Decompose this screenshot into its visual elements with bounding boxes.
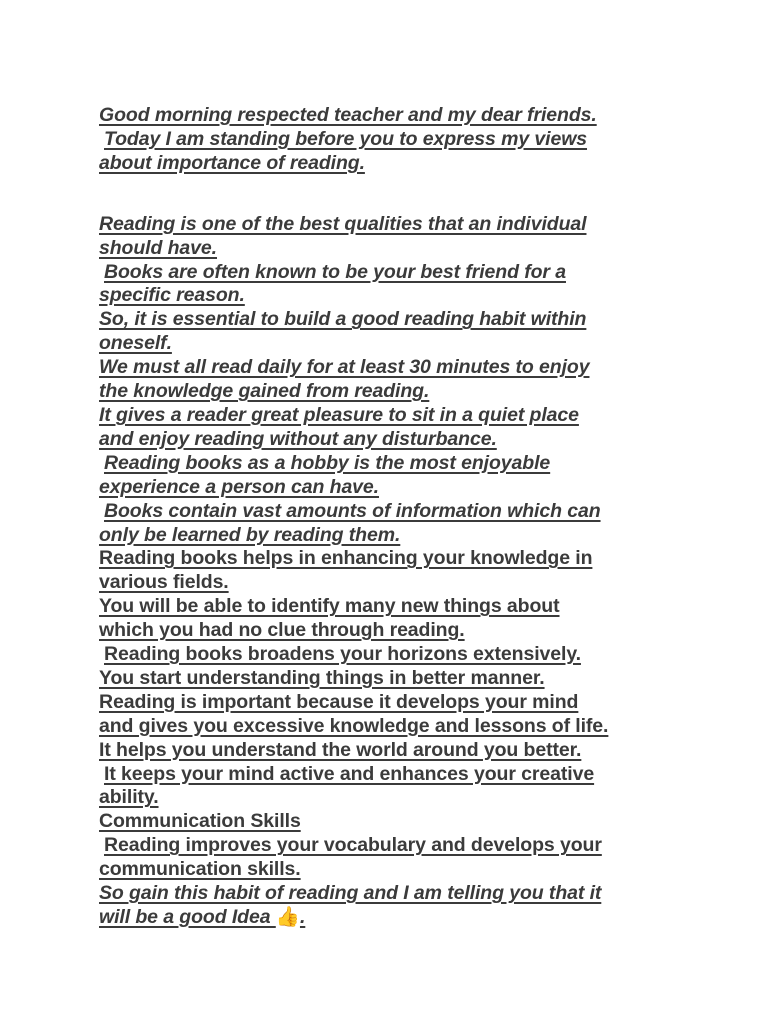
text-line: It helps you understand the world around you better. (99, 738, 582, 761)
text-line: about importance of reading. (99, 151, 365, 174)
closing-period: . (299, 906, 306, 928)
text-line: Communication Skills (99, 810, 301, 833)
text-line: only be learned by reading them. (99, 523, 401, 546)
body-paragraph (99, 213, 679, 906)
text-line: Reading books as a hobby is the most enjoyable (104, 451, 551, 474)
text-line: We must all read daily for at least 30 minutes to enjoy (99, 356, 590, 379)
text-line: various fields. (99, 571, 229, 594)
text-line: which you had no clue through reading. (99, 619, 465, 642)
text-line: Reading books broadens your horizons extensively. (104, 643, 581, 666)
text-line: So gain this habit of reading and I am telling you that it (99, 882, 602, 905)
text-line: You will be able to identify many new things about (99, 595, 560, 618)
speech-text (99, 104, 679, 930)
text-line: It gives a reader great pleasure to sit in a quiet place (99, 403, 579, 426)
text-line: Today I am standing before you to express my views (104, 127, 588, 150)
text-line: ability. (99, 786, 159, 809)
text-line: communication skills. (99, 858, 301, 881)
text-line: Books contain vast amounts of information which can (104, 499, 601, 522)
text-line: Good morning respected teacher and my dear friends. (99, 104, 597, 126)
closing-text: will be a good Idea (99, 906, 276, 928)
text-line: So, it is essential to build a good reading habit within (99, 308, 587, 331)
text-line: Reading improves your vocabulary and develops your (104, 834, 602, 857)
text-line: oneself. (99, 332, 172, 355)
text-line: Reading books helps in enhancing your knowledge in (99, 547, 593, 570)
text-line: Reading is important because it develops your mind (99, 690, 579, 713)
text-line: and gives you excessive knowledge and lessons of life. (99, 714, 609, 737)
text-line: It keeps your mind active and enhances your creative (104, 762, 595, 785)
paragraph-gap (99, 176, 679, 213)
thumbs-up-icon: 👍 (275, 906, 300, 928)
text-line: Reading is one of the best qualities that an individual (99, 212, 587, 235)
text-line: specific reason. (99, 284, 245, 307)
text-line: experience a person can have. (99, 475, 379, 498)
text-line: the knowledge gained from reading. (99, 380, 430, 403)
closing-line (99, 906, 679, 930)
intro-paragraph (99, 104, 679, 176)
text-line: Books are often known to be your best friend for a (104, 260, 566, 283)
text-line: You start understanding things in better manner. (99, 666, 545, 689)
text-line: should have. (99, 236, 217, 259)
text-line: and enjoy reading without any disturbance. (99, 427, 497, 450)
